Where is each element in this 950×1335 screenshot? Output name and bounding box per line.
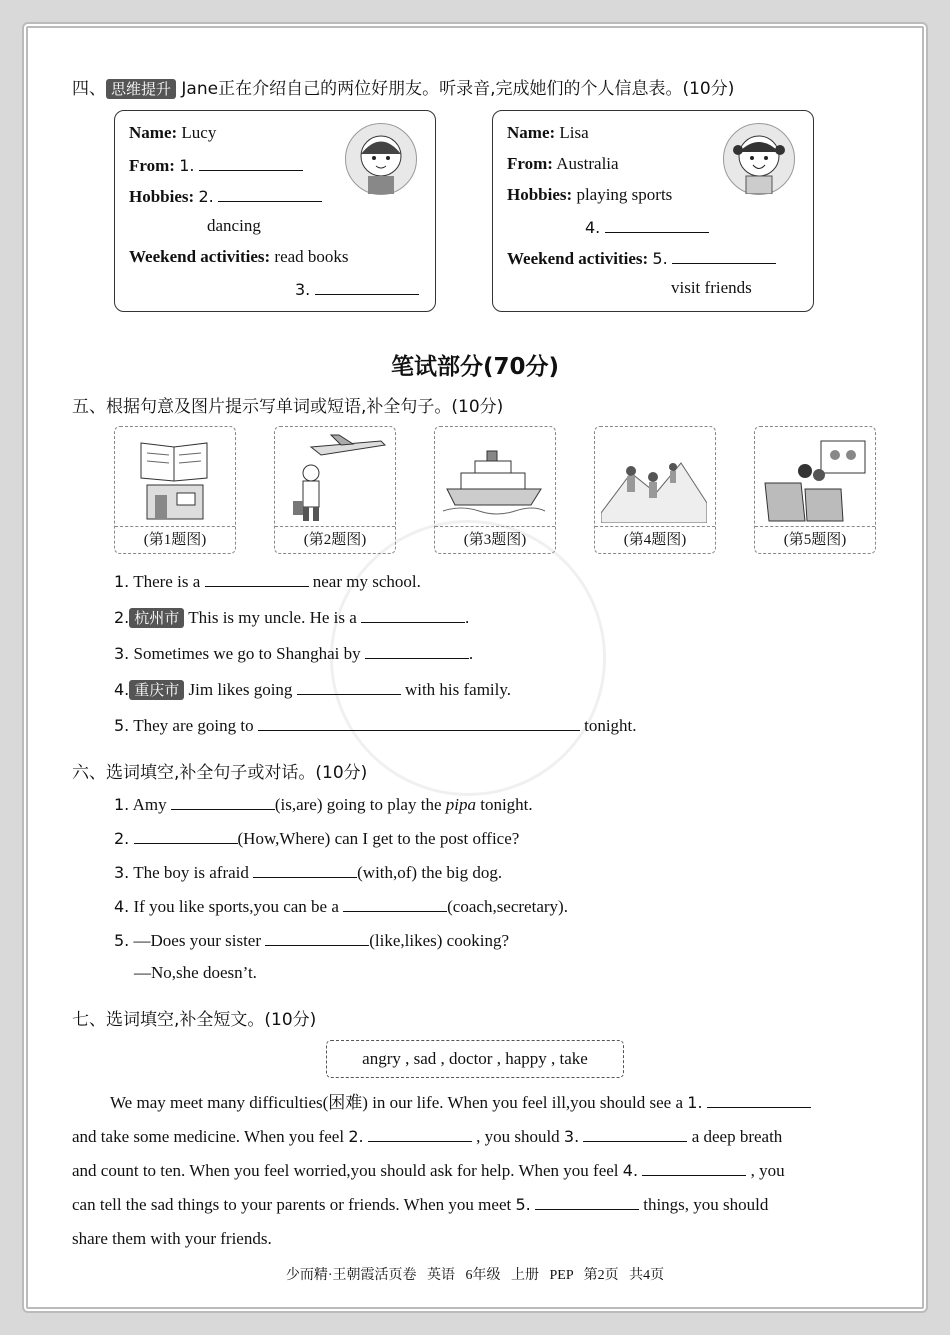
lisa-weekend-blank[interactable] bbox=[672, 247, 776, 264]
picture-3 bbox=[434, 426, 556, 554]
s7-line-4-text: can tell the sad things to your parents or friends. When you meet bbox=[72, 1195, 516, 1214]
word-bank: angry , sad , doctor , happy , take bbox=[326, 1040, 624, 1078]
pilot-airplane-icon bbox=[281, 433, 387, 523]
page-footer: 少而精·王朝霞活页卷 英语 6年级 上册 PEP 第2页 共4页 bbox=[285, 1268, 665, 1283]
s5-item-4-pre: Jim likes going bbox=[188, 680, 293, 699]
s6-item-3 bbox=[114, 861, 502, 883]
s7-line-1 bbox=[72, 1086, 878, 1120]
s5-item-5-post: tonight. bbox=[584, 716, 637, 735]
picture-4 bbox=[594, 426, 716, 554]
s7-blank-5[interactable] bbox=[535, 1193, 639, 1210]
section4-prefix: 四、 bbox=[72, 79, 106, 99]
s7-blank-4[interactable] bbox=[642, 1159, 746, 1176]
s5-item-2 bbox=[114, 606, 469, 628]
s5-item-3-pre: Sometimes we go to Shanghai by bbox=[133, 644, 361, 663]
ship-icon bbox=[441, 433, 547, 523]
s6-item-2-num: 2. bbox=[114, 829, 130, 848]
s5-item-4-num: 4. bbox=[114, 680, 130, 699]
lisa-weekend-visit: visit friends bbox=[671, 278, 752, 297]
s6-item-5-pre: —Does your sister bbox=[133, 931, 261, 950]
s5-item-1-post: near my school. bbox=[312, 572, 421, 591]
lisa-hobbies: playing sports bbox=[576, 185, 673, 204]
cinema-icon bbox=[761, 433, 867, 523]
written-part-title: 笔试部分(70分) bbox=[390, 354, 560, 380]
s7-line-2-text: and take some medicine. When you feel bbox=[72, 1127, 349, 1146]
s5-item-3-post: . bbox=[468, 644, 474, 663]
lisa-name: Lisa bbox=[559, 123, 589, 142]
hiking-family-icon bbox=[601, 433, 707, 523]
lucy-hobby-dancing: dancing bbox=[207, 216, 261, 235]
s6-item-5-options: (like,likes) bbox=[369, 931, 443, 950]
s6-item-1-options: (is,are) bbox=[274, 795, 323, 814]
s7-blank-5-num: 5. bbox=[515, 1195, 531, 1214]
picture-1 bbox=[114, 426, 236, 554]
picture-5 bbox=[754, 426, 876, 554]
s7-line-4 bbox=[72, 1188, 878, 1222]
s5-item-2-tag: 杭州市 bbox=[129, 608, 184, 628]
picture-1-caption: (第1题图) bbox=[115, 526, 235, 553]
s6-item-2-blank[interactable] bbox=[134, 827, 238, 844]
lucy-hobbies-num: 2. bbox=[198, 187, 214, 206]
s5-item-3-blank[interactable] bbox=[365, 642, 469, 659]
lucy-weekend-blank[interactable] bbox=[315, 278, 419, 295]
lisa-weekend-num: 5. bbox=[652, 249, 668, 268]
picture-2 bbox=[274, 426, 396, 554]
s7-line-2 bbox=[72, 1120, 878, 1154]
s6-item-2 bbox=[114, 827, 519, 849]
picture-4-caption: (第4题图) bbox=[595, 526, 715, 553]
s7-line-4-end: things, you should bbox=[643, 1195, 769, 1214]
s7-line-2-end: a deep breath bbox=[691, 1127, 783, 1146]
s5-item-4-tag: 重庆市 bbox=[129, 680, 184, 700]
lisa-from: Australia bbox=[556, 154, 619, 173]
lucy-weekend: read books bbox=[274, 247, 349, 266]
s6-item-4-num: 4. bbox=[114, 897, 130, 916]
s6-item-1-pre: Amy bbox=[132, 795, 167, 814]
lucy-from-num: 1. bbox=[179, 156, 195, 175]
lucy-weekend-num: 3. bbox=[295, 280, 311, 299]
s6-item-3-pre: The boy is afraid bbox=[133, 863, 249, 882]
s6-item-5-num: 5. bbox=[114, 931, 130, 950]
s5-item-4-post: with his family. bbox=[404, 680, 512, 699]
s5-item-5-blank[interactable] bbox=[258, 714, 580, 731]
lucy-name: Lucy bbox=[181, 123, 217, 142]
s5-item-3 bbox=[114, 642, 473, 664]
s6-item-4-blank[interactable] bbox=[343, 895, 447, 912]
library-icon bbox=[121, 433, 227, 523]
s5-item-5-pre: They are going to bbox=[133, 716, 254, 735]
s7-line-1-text: We may meet many difficulties(困难) in our life. When you feel ill,you should see a bbox=[110, 1093, 688, 1112]
section4-tag: 思维提升 bbox=[106, 79, 176, 99]
s7-blank-4-num: 4. bbox=[622, 1161, 639, 1180]
s6-item-1-num: 1. bbox=[114, 795, 130, 814]
lisa-name-label: Name: bbox=[507, 123, 556, 142]
lisa-hobby-num: 4. bbox=[585, 218, 601, 237]
s5-item-4-blank[interactable] bbox=[297, 678, 401, 695]
s7-blank-1[interactable] bbox=[707, 1091, 811, 1108]
picture-5-caption: (第5题图) bbox=[755, 526, 875, 553]
s6-item-1-post-end: tonight. bbox=[475, 795, 533, 814]
s6-item-5-post: cooking? bbox=[446, 931, 509, 950]
s6-item-1-blank[interactable] bbox=[171, 793, 275, 810]
s7-blank-1-num: 1. bbox=[687, 1093, 703, 1112]
section5-heading: 五、根据句意及图片提示写单词或短语,补全句子。(10分) bbox=[72, 397, 504, 417]
s5-item-2-pre: This is my uncle. He is a bbox=[188, 608, 357, 627]
s6-item-4 bbox=[114, 895, 568, 917]
s6-item-3-options: (with,of) bbox=[357, 863, 418, 882]
s7-line-5-text: share them with your friends. bbox=[72, 1229, 272, 1248]
s6-item-4-options: (coach,secretary). bbox=[447, 897, 568, 916]
s6-item-3-blank[interactable] bbox=[253, 861, 357, 878]
s7-blank-3[interactable] bbox=[583, 1125, 687, 1142]
s6-item-5 bbox=[114, 929, 509, 951]
s5-item-2-num: 2. bbox=[114, 608, 130, 627]
lucy-name-label: Name: bbox=[129, 123, 178, 142]
lucy-weekend-label: Weekend activities: bbox=[129, 247, 271, 266]
s6-item-5-reply: —No,she doesn’t. bbox=[134, 963, 257, 982]
s7-line-3-text: and count to ten. When you feel worried,you should ask for help. When you feel bbox=[72, 1161, 623, 1180]
s6-item-5-blank[interactable] bbox=[265, 929, 369, 946]
s7-blank-2[interactable] bbox=[368, 1125, 472, 1142]
lucy-from-label: From: bbox=[129, 156, 175, 175]
lucy-info-card bbox=[114, 110, 436, 312]
lisa-from-label: From: bbox=[507, 154, 553, 173]
s6-item-1-italic: pipa bbox=[445, 795, 476, 814]
s5-item-1 bbox=[114, 570, 421, 592]
lisa-hobbies-label: Hobbies: bbox=[507, 185, 573, 204]
s6-item-3-post: the big dog. bbox=[421, 863, 503, 882]
s5-item-1-blank[interactable] bbox=[205, 570, 309, 587]
s6-item-2-options: (How,Where) bbox=[237, 829, 331, 848]
s5-item-2-post: . bbox=[465, 608, 470, 627]
lucy-hobbies-label: Hobbies: bbox=[129, 187, 195, 206]
s7-line-5 bbox=[72, 1222, 878, 1256]
s6-item-3-num: 3. bbox=[114, 863, 130, 882]
s6-item-4-pre: If you like sports,you can be a bbox=[133, 897, 339, 916]
s5-item-3-num: 3. bbox=[114, 644, 130, 663]
lisa-hobby-blank[interactable] bbox=[605, 216, 709, 233]
picture-3-caption: (第3题图) bbox=[435, 526, 555, 553]
s5-item-2-blank[interactable] bbox=[361, 606, 465, 623]
s6-item-2-post: can I get to the post office? bbox=[334, 829, 520, 848]
s6-item-1 bbox=[114, 793, 533, 815]
lucy-avatar bbox=[345, 123, 417, 195]
lisa-weekend-label: Weekend activities: bbox=[507, 249, 649, 268]
s7-blank-3-num: 3. bbox=[563, 1127, 580, 1146]
s7-line-3 bbox=[72, 1154, 878, 1188]
s5-item-5-num: 5. bbox=[114, 716, 130, 735]
s6-item-1-post: going to play the bbox=[326, 795, 446, 814]
lucy-hobbies-blank[interactable] bbox=[218, 185, 322, 202]
picture-2-caption: (第2题图) bbox=[275, 526, 395, 553]
section6-heading: 六、选词填空,补全句子或对话。(10分) bbox=[72, 763, 368, 783]
section7-heading: 七、选词填空,补全短文。(10分) bbox=[72, 1010, 317, 1030]
s7-blank-2-num: 2. bbox=[348, 1127, 364, 1146]
section4-heading bbox=[72, 74, 734, 99]
lisa-avatar bbox=[723, 123, 795, 195]
s7-line-3-end: , you bbox=[750, 1161, 785, 1180]
s5-item-1-pre: There is a bbox=[133, 572, 201, 591]
lucy-from-blank[interactable] bbox=[199, 154, 303, 171]
lisa-info-card bbox=[492, 110, 814, 312]
s7-line-2-mid: , you should bbox=[476, 1127, 564, 1146]
s5-item-1-num: 1. bbox=[114, 572, 130, 591]
s5-item-5 bbox=[114, 714, 637, 736]
s5-item-4 bbox=[114, 678, 511, 700]
section4-instruction: Jane正在介绍自己的两位好朋友。听录音,完成她们的个人信息表。(10分) bbox=[181, 79, 735, 99]
